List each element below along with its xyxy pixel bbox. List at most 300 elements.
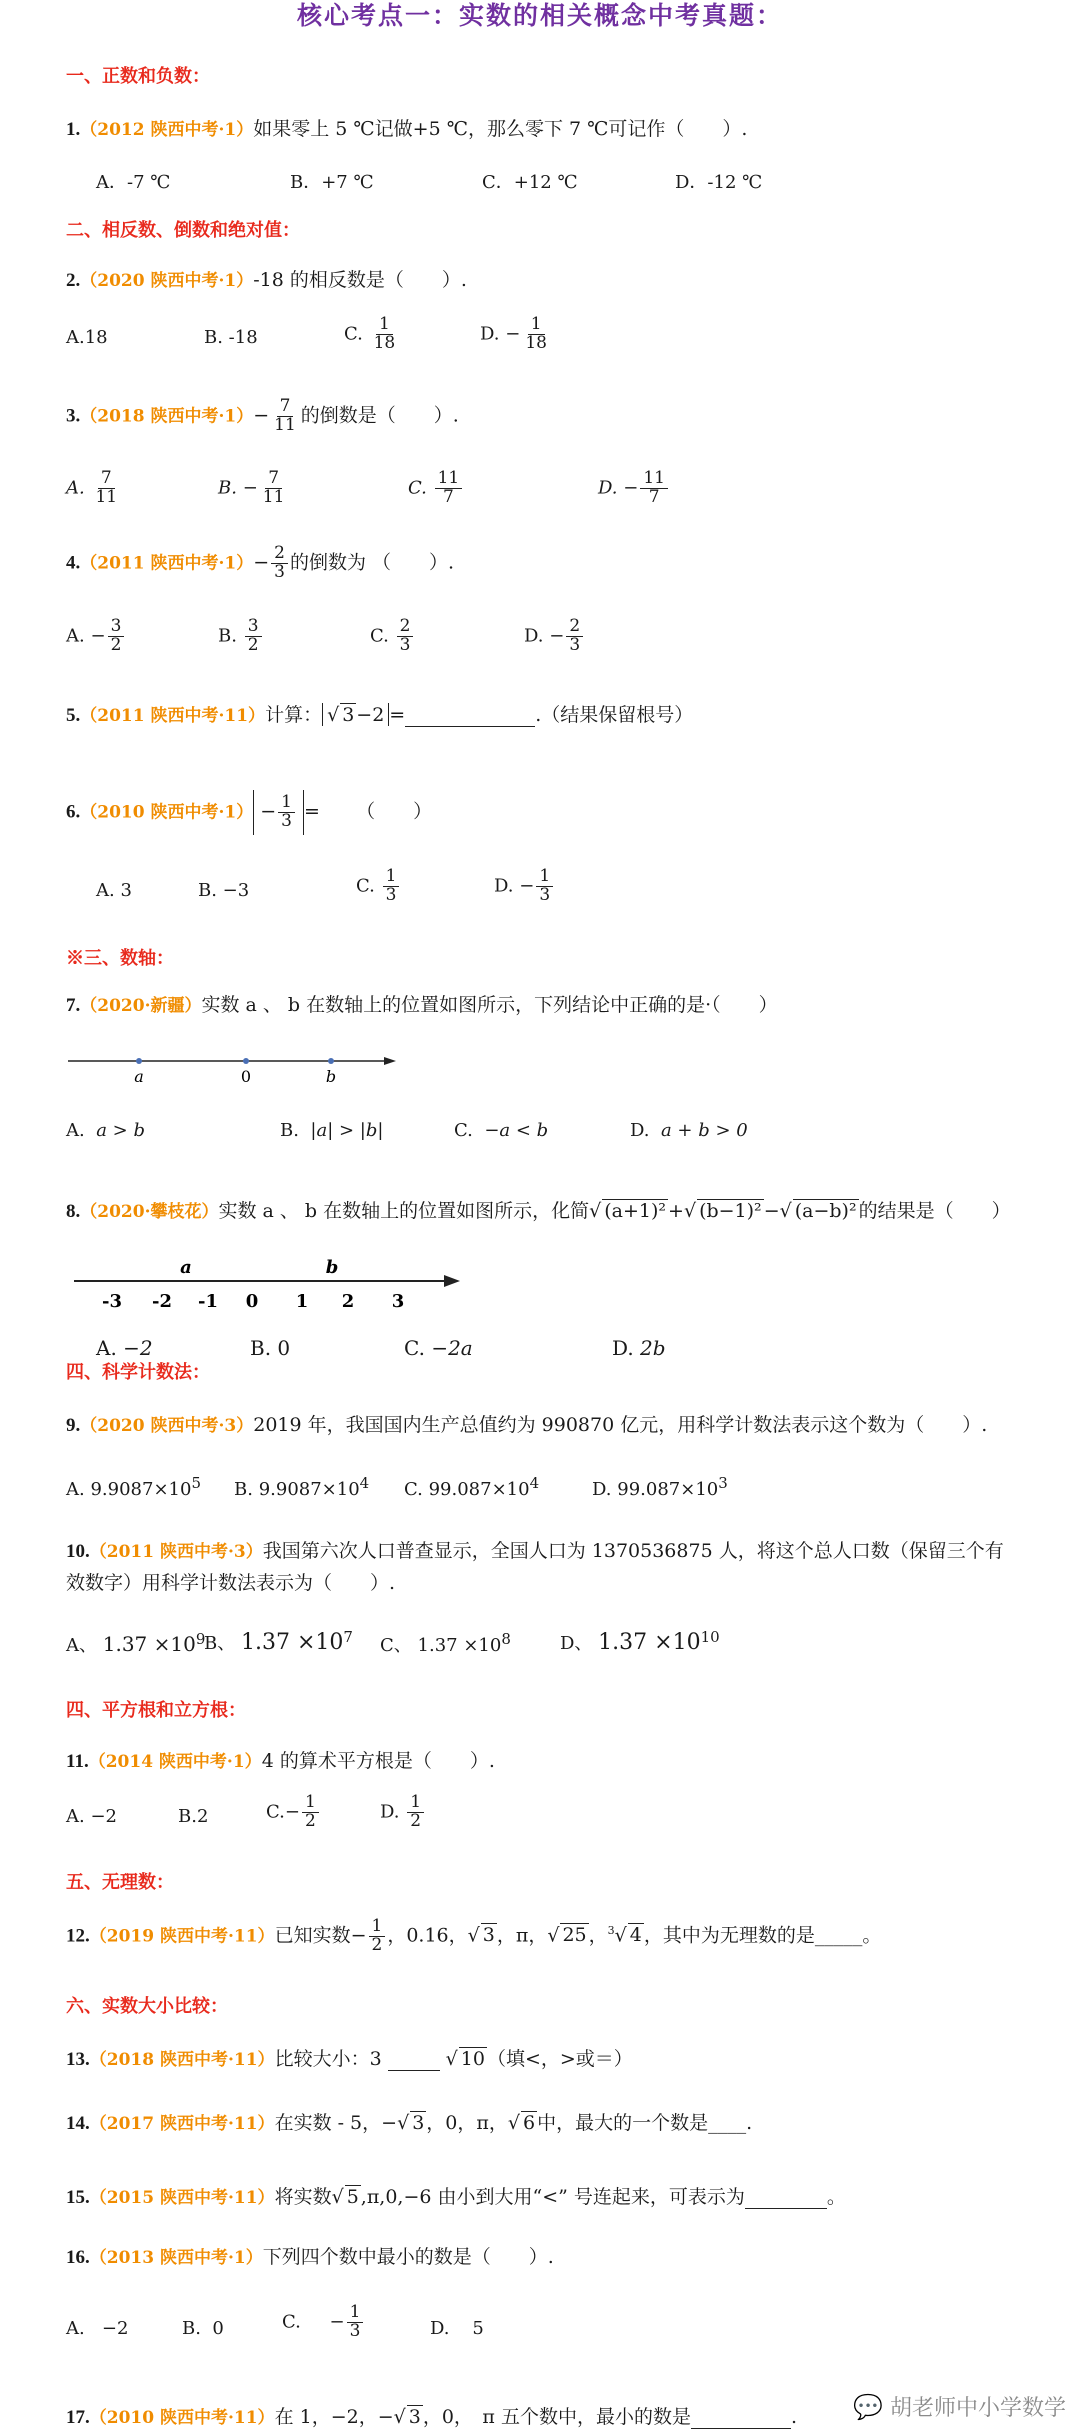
q-text: 的结果是（ ） bbox=[858, 1200, 1011, 1222]
q1-option-b: B．+7 ℃ bbox=[290, 172, 374, 193]
q-text: 2019 年，我国国内生产总值约为 990870 亿元，用科学计数法表示这个数为（ ）. bbox=[253, 1414, 988, 1436]
section-heading-6: 五、无理数： bbox=[66, 1872, 174, 1893]
q2-option-b: B. -18 bbox=[204, 327, 258, 348]
point-b bbox=[328, 1058, 334, 1064]
q6-option-b: B. −3 bbox=[198, 880, 250, 901]
denominator: 7 bbox=[443, 486, 454, 507]
opt-label: B. bbox=[182, 2318, 201, 2339]
q-source: （2013 陕西中考·1） bbox=[89, 2248, 263, 2268]
equals: = bbox=[389, 704, 406, 726]
question-2 bbox=[66, 265, 467, 292]
q-number: 13. bbox=[66, 2049, 90, 2070]
denominator: 3 bbox=[385, 884, 397, 905]
opt-text: −2 bbox=[123, 1336, 153, 1360]
q-text: ，其中为无理数的是_____。 bbox=[643, 1924, 882, 1947]
radicand: 3 bbox=[482, 1924, 495, 1947]
numerator: 2 bbox=[397, 618, 414, 637]
q-source: （2020·攀枝花） bbox=[80, 1202, 219, 1222]
absolute-value: √ 3 −2 bbox=[322, 703, 389, 726]
q-text: 比较大小：3 bbox=[274, 2048, 382, 2070]
opt-label: A. bbox=[66, 625, 85, 647]
numerator: 1 bbox=[302, 1794, 319, 1813]
question-10-line2: 效数字）用科学计数法表示为（ ）. bbox=[66, 1572, 396, 1594]
opt-label: D. bbox=[480, 323, 500, 345]
fraction bbox=[640, 470, 668, 507]
q1-option-c: C．+12 ℃ bbox=[482, 172, 578, 193]
fraction bbox=[278, 794, 295, 831]
q3-option-d bbox=[598, 470, 670, 507]
denominator: 11 bbox=[95, 486, 118, 507]
q-number: 5. bbox=[66, 705, 81, 726]
q7-option-c bbox=[454, 1120, 548, 1141]
denominator: 3 bbox=[281, 810, 292, 831]
fraction bbox=[397, 618, 414, 655]
numerator: 1 bbox=[528, 316, 545, 335]
number-line-q8 bbox=[70, 1254, 470, 1312]
q-source: （2010 陕西中考·11） bbox=[89, 2408, 275, 2428]
q-text: 的倒数为 （ ）. bbox=[289, 551, 455, 574]
answer-blank[interactable] bbox=[691, 2428, 791, 2429]
numerator: 1 bbox=[407, 1794, 424, 1813]
label-a: a bbox=[134, 1067, 144, 1086]
q-number: 6. bbox=[66, 801, 81, 823]
q-text: 在 1，−2，− bbox=[274, 2406, 394, 2428]
question-4 bbox=[66, 545, 454, 582]
opt-text: 1.37 ×10 bbox=[417, 1635, 502, 1656]
q-source: （2018 陕西中考·1） bbox=[80, 406, 254, 427]
numerator: 1 bbox=[369, 1918, 386, 1937]
numerator: 1 bbox=[347, 2304, 364, 2323]
page-title: 核心考点一：实数的相关概念中考真题： bbox=[296, 1, 783, 30]
q4-option-c bbox=[370, 618, 415, 655]
denominator: 11 bbox=[274, 414, 296, 435]
opt-label: A、 bbox=[66, 1635, 97, 1656]
q9-option-a bbox=[66, 1474, 201, 1500]
radicand: (b−1)² bbox=[699, 1200, 762, 1222]
q-number: 17. bbox=[66, 2407, 90, 2428]
numerator: 1 bbox=[376, 316, 393, 335]
question-10 bbox=[66, 1536, 1004, 1563]
exponent: 3 bbox=[718, 1474, 728, 1492]
opt-label: D. bbox=[630, 1120, 650, 1141]
q-number: 15. bbox=[66, 2187, 90, 2208]
radicand: (a−b)² bbox=[794, 1200, 857, 1222]
opt-label: D. bbox=[380, 1801, 400, 1823]
q8-option-c bbox=[404, 1336, 473, 1360]
q11-option-a: A. −2 bbox=[66, 1806, 117, 1827]
opt-text: 99.087×10 bbox=[428, 1479, 530, 1500]
fraction bbox=[369, 1918, 386, 1955]
tick-label: -1 bbox=[198, 1291, 218, 1312]
tick-label: 2 bbox=[341, 1291, 355, 1312]
q-number: 8. bbox=[66, 1201, 81, 1222]
opt-text: 0 bbox=[277, 1336, 291, 1360]
radicand: 5 bbox=[346, 2186, 359, 2208]
opt-label: B. bbox=[234, 1479, 253, 1500]
q2-option-a: A.18 bbox=[66, 327, 108, 348]
q11-option-d bbox=[380, 1794, 426, 1831]
radicand: 3 bbox=[412, 2112, 425, 2134]
q-source: （2018 陕西中考·11） bbox=[89, 2050, 275, 2070]
q-number: 16. bbox=[66, 2247, 90, 2268]
opt-text: −2 bbox=[101, 2318, 129, 2339]
fraction bbox=[371, 316, 399, 353]
opt-text: 1.37 ×10 bbox=[598, 1630, 701, 1655]
numerator: 7 bbox=[98, 470, 115, 489]
q-text: -18 的相反数是（ ）. bbox=[253, 269, 467, 291]
q8-option-d bbox=[612, 1336, 666, 1360]
label-zero: 0 bbox=[240, 1067, 252, 1086]
fraction bbox=[302, 1794, 319, 1831]
section-heading-7: 六、实数大小比较： bbox=[66, 1996, 228, 2017]
q-number: 12. bbox=[66, 1925, 90, 1947]
q6-option-a: A. 3 bbox=[96, 880, 132, 901]
minus-sign: − bbox=[253, 404, 270, 427]
q-text: .（结果保留根号） bbox=[535, 704, 694, 726]
opt-label: A. bbox=[66, 1479, 85, 1500]
numerator: 1 bbox=[536, 868, 553, 887]
q-text: 计算： bbox=[265, 704, 323, 726]
opt-text: a + b > 0 bbox=[660, 1120, 748, 1141]
tick-label: -2 bbox=[152, 1291, 172, 1312]
section-heading-3: ※三、数轴： bbox=[66, 948, 174, 969]
opt-label: B. bbox=[218, 625, 237, 647]
q-text: 已知实数 bbox=[274, 1924, 351, 1947]
watermark bbox=[853, 2391, 1066, 2422]
opt-label: D. bbox=[430, 2318, 450, 2339]
point-zero bbox=[243, 1058, 249, 1064]
opt-label: A. bbox=[66, 1120, 85, 1141]
q-source: （2017 陕西中考·11） bbox=[89, 2114, 275, 2134]
opt-label: C. bbox=[408, 477, 427, 499]
section-heading-2: 二、相反数、倒数和绝对值： bbox=[66, 220, 300, 241]
fraction bbox=[108, 618, 125, 655]
q10-option-d bbox=[560, 1628, 720, 1655]
q-text: （填<，>或＝） bbox=[486, 2048, 633, 2070]
opt-text: 1.37 ×10 bbox=[102, 1632, 196, 1656]
q-text: ，0， π 五个数中，最小的数是 bbox=[422, 2406, 691, 2428]
opt-label: C. bbox=[404, 1479, 423, 1500]
watermark-text: 胡老师中小学数学 bbox=[889, 2396, 1066, 2421]
q11-option-b: B.2 bbox=[178, 1806, 209, 1827]
q-text: 4 的算术平方根是（ ）. bbox=[261, 1750, 495, 1772]
q1-option-a: A．-7 ℃ bbox=[96, 172, 171, 193]
answer-blank[interactable] bbox=[405, 726, 535, 727]
opt-text: −2a bbox=[431, 1336, 473, 1360]
plus-sign: + bbox=[668, 1200, 684, 1222]
q-text: ， bbox=[588, 1924, 608, 1947]
q-source: （2020 陕西中考·1） bbox=[80, 271, 254, 291]
q-source: （2015 陕西中考·11） bbox=[89, 2188, 275, 2208]
question-16 bbox=[66, 2242, 554, 2269]
opt-label: C. bbox=[356, 875, 375, 897]
q7-option-d bbox=[630, 1120, 748, 1141]
denominator: 11 bbox=[262, 486, 285, 507]
q10-option-a bbox=[66, 1630, 205, 1657]
numerator: 7 bbox=[265, 470, 282, 489]
question-8: 8.（2020·攀枝花）实数 a 、 b 在数轴上的位置如图所示，化简√ (a+1)² +√ (b−1)² −√ (a−b)² 的结果是（ ） bbox=[66, 1200, 1011, 1222]
opt-label: C. bbox=[266, 1801, 285, 1823]
radicand: 25 bbox=[562, 1924, 587, 1947]
q-text: 在实数 - 5，− bbox=[274, 2112, 398, 2134]
opt-text: 99.087×10 bbox=[617, 1479, 719, 1500]
opt-text: 9.9087×10 bbox=[258, 1479, 360, 1500]
minus-sign: − bbox=[260, 800, 277, 823]
q4-option-b bbox=[218, 618, 264, 655]
q-number: 3. bbox=[66, 405, 81, 427]
exponent: 7 bbox=[343, 1628, 353, 1646]
tick-label: 1 bbox=[295, 1291, 309, 1312]
opt-text: a > b bbox=[96, 1120, 145, 1141]
q8-option-a bbox=[96, 1336, 153, 1360]
opt-label: A. bbox=[96, 1336, 117, 1360]
section-heading-1: 一、正数和负数： bbox=[66, 66, 210, 87]
opt-text: −a < b bbox=[484, 1120, 549, 1141]
radicand: 10 bbox=[460, 2048, 485, 2070]
q-source: （2011 陕西中考·1） bbox=[80, 553, 254, 574]
q-text: 中，最大的一个数是____. bbox=[537, 2112, 753, 2134]
q-text: 实数 a 、 b 在数轴上的位置如图所示，下列结论中正确的是·（ ） bbox=[201, 994, 778, 1016]
question-3 bbox=[66, 398, 459, 435]
opt-label: A. bbox=[66, 477, 85, 499]
minus-sign: − bbox=[763, 1200, 780, 1222]
q6-option-d bbox=[494, 868, 555, 905]
exponent: 8 bbox=[501, 1630, 511, 1648]
q3-option-b bbox=[218, 470, 289, 507]
q3-option-a bbox=[66, 470, 122, 507]
radicand: 4 bbox=[629, 1924, 642, 1947]
section-heading-5: 四、平方根和立方根： bbox=[66, 1700, 246, 1721]
opt-label: D. bbox=[598, 477, 618, 499]
numerator: 3 bbox=[245, 618, 262, 637]
denominator: 2 bbox=[410, 1810, 422, 1831]
denominator: 7 bbox=[648, 486, 660, 507]
q-text: 如果零上 5 ℃记做+5 ℃，那么零下 7 ℃可记作（ ）. bbox=[253, 118, 748, 140]
minus-sign: − bbox=[242, 477, 258, 499]
fraction bbox=[435, 470, 463, 507]
q2-option-d bbox=[480, 316, 552, 353]
radicand: 3 bbox=[342, 704, 355, 726]
numerator: 7 bbox=[277, 398, 294, 417]
q-text: ,π,0,−6 由小到大用“<” 号连起来，可表示为 bbox=[360, 2186, 745, 2208]
q10-option-b bbox=[204, 1628, 353, 1655]
question-13: 13.（2018 陕西中考·11）比较大小：3 √ 10 （填<，>或＝） bbox=[66, 2048, 633, 2070]
fraction bbox=[522, 316, 550, 353]
equals: = bbox=[303, 800, 320, 823]
denominator: 3 bbox=[349, 2320, 361, 2341]
fraction bbox=[383, 868, 400, 905]
q-text: 我国第六次人口普查显示，全国人口为 1370536875 人，将这个总人口数（保留三个有 bbox=[262, 1540, 1004, 1562]
q-number: 7. bbox=[66, 995, 81, 1016]
opt-label: D. bbox=[524, 625, 544, 647]
q-number: 4. bbox=[66, 552, 81, 574]
question-6 bbox=[66, 790, 432, 835]
denominator: 2 bbox=[110, 634, 122, 655]
opt-text: 2b bbox=[640, 1336, 666, 1360]
minus-sign: − bbox=[519, 875, 535, 897]
question-1 bbox=[66, 114, 747, 141]
minus-sign: − bbox=[505, 323, 521, 345]
q16-option-d bbox=[430, 2318, 484, 2339]
opt-text: 5 bbox=[472, 2318, 484, 2339]
q-source: （2012 陕西中考·1） bbox=[80, 120, 254, 140]
numerator: 11 bbox=[435, 470, 463, 489]
q-text: 实数 a 、 b 在数轴上的位置如图所示，化简 bbox=[218, 1200, 590, 1222]
opt-text: 9.9087×10 bbox=[90, 1479, 192, 1500]
exponent: 4 bbox=[359, 1474, 370, 1492]
denominator: 18 bbox=[373, 332, 396, 353]
fraction bbox=[92, 470, 120, 507]
tick-label: 3 bbox=[391, 1291, 405, 1312]
q-number: 9. bbox=[66, 1415, 81, 1436]
q-text: 将实数 bbox=[274, 2186, 332, 2208]
q9-option-b bbox=[234, 1474, 369, 1500]
chat-bubble-icon: 💬 bbox=[853, 2393, 883, 2421]
q-text: 。 bbox=[826, 2186, 846, 2208]
root-index: 3 bbox=[607, 1924, 615, 1938]
answer-blank[interactable] bbox=[388, 2070, 440, 2071]
q-source: （2019 陕西中考·11） bbox=[89, 1926, 275, 1947]
denominator: 2 bbox=[304, 1810, 316, 1831]
q4-option-a bbox=[66, 618, 126, 655]
denominator: 18 bbox=[525, 332, 547, 353]
denominator: 3 bbox=[569, 634, 581, 655]
q11-option-c bbox=[266, 1794, 321, 1831]
absolute-value bbox=[253, 790, 304, 835]
point-a bbox=[136, 1058, 142, 1064]
answer-paren: （ ） bbox=[356, 800, 433, 823]
opt-label: A. bbox=[66, 2318, 85, 2339]
tick-label: -3 bbox=[102, 1291, 122, 1312]
minus-sign: − bbox=[253, 551, 270, 574]
numerator: 3 bbox=[108, 618, 125, 637]
numerator: 11 bbox=[640, 470, 668, 489]
q-text: 下列四个数中最小的数是（ ）. bbox=[262, 2246, 554, 2268]
q3-option-c bbox=[408, 470, 464, 507]
opt-label: B. bbox=[280, 1120, 299, 1141]
minus-sign: − bbox=[329, 2311, 345, 2333]
opt-text: 1.37 ×10 bbox=[240, 1630, 344, 1655]
q2-option-c bbox=[344, 316, 400, 353]
numerator: 1 bbox=[278, 794, 295, 813]
q-number: 1. bbox=[66, 119, 81, 140]
q-source: （2011 陕西中考·11） bbox=[80, 706, 266, 726]
numerator: 1 bbox=[383, 868, 400, 887]
section-heading-4: 四、科学计数法： bbox=[66, 1362, 210, 1383]
radicand: (a+1)² bbox=[604, 1200, 667, 1222]
opt-label: B、 bbox=[204, 1633, 236, 1654]
opt-label: D. bbox=[592, 1479, 612, 1500]
question-14: 14.（2017 陕西中考·11）在实数 - 5，−√ 3 ，0，π，√ 6 中，最大的一个数是____. bbox=[66, 2112, 753, 2134]
q8-option-b bbox=[250, 1336, 290, 1360]
q-number: 2. bbox=[66, 270, 81, 291]
fraction bbox=[271, 398, 299, 435]
minus-sign: − bbox=[284, 1801, 300, 1823]
q16-option-a bbox=[66, 2318, 128, 2339]
q-source: （2020 陕西中考·3） bbox=[80, 1416, 254, 1436]
opt-label: C. bbox=[344, 323, 363, 345]
question-15: 15.（2015 陕西中考·11）将实数√ 5 ,π,0,−6 由小到大用“<” 号连起来，可表示为 。 bbox=[66, 2186, 846, 2208]
opt-label: B. bbox=[250, 1336, 272, 1360]
radicand: 3 bbox=[408, 2406, 421, 2428]
question-5 bbox=[66, 700, 693, 727]
numerator: 2 bbox=[271, 545, 288, 564]
q16-option-c bbox=[282, 2304, 365, 2341]
numerator: 2 bbox=[566, 618, 583, 637]
q7-option-b bbox=[280, 1120, 383, 1141]
q-text: ，0.16， bbox=[387, 1924, 468, 1947]
q-source: （2014 陕西中考·1） bbox=[88, 1752, 262, 1772]
opt-label: D. bbox=[494, 875, 514, 897]
question-17: 17.（2010 陕西中考·11）在 1，−2，−√ 3 ，0， π 五个数中，最小的数是 . bbox=[66, 2406, 797, 2428]
q-number: 11. bbox=[66, 1751, 89, 1772]
opt-label: B. bbox=[218, 477, 237, 499]
fraction bbox=[260, 470, 288, 507]
fraction bbox=[245, 618, 262, 655]
question-11 bbox=[66, 1746, 495, 1773]
q7-option-a bbox=[66, 1120, 145, 1141]
exponent: 5 bbox=[191, 1474, 201, 1492]
denominator: 2 bbox=[371, 1934, 383, 1955]
q-number: 10. bbox=[66, 1541, 90, 1562]
label-a: a bbox=[180, 1257, 192, 1278]
fraction bbox=[347, 2304, 364, 2341]
minus-sign: − bbox=[549, 625, 565, 647]
q1-option-d: D．-12 ℃ bbox=[675, 172, 763, 193]
opt-text: 0 bbox=[212, 2318, 224, 2339]
opt-text: |a| > |b| bbox=[310, 1120, 384, 1141]
question-12: 12.（2019 陕西中考·11）已知实数− $\frac{1}{2}$ ，0.16，√ 3 ，π，√ 25 ，$^3$√ 4 ，其中为无理数的是_____。 bbox=[66, 1916, 882, 1955]
expr-tail: −2 bbox=[356, 704, 385, 726]
label-b: b bbox=[325, 1067, 337, 1086]
question-7 bbox=[66, 990, 778, 1017]
q-source: （2011 陕西中考·3） bbox=[89, 1542, 263, 1562]
number-line-q7 bbox=[66, 1046, 406, 1088]
q-text: ，π， bbox=[496, 1924, 548, 1947]
q6-option-c bbox=[356, 868, 401, 905]
denominator: 3 bbox=[399, 634, 411, 655]
answer-blank[interactable] bbox=[745, 2208, 827, 2209]
q-text: 的倒数是（ ）. bbox=[300, 404, 459, 427]
question-9 bbox=[66, 1410, 987, 1437]
q-text: ，0，π， bbox=[426, 2112, 508, 2134]
opt-label: C. bbox=[370, 625, 389, 647]
tick-label: 0 bbox=[245, 1291, 259, 1312]
opt-label: C. bbox=[282, 2311, 301, 2333]
fraction bbox=[536, 868, 553, 905]
radicand: 6 bbox=[522, 2112, 536, 2134]
q-source: （2010 陕西中考·1） bbox=[80, 802, 254, 823]
q-number: 14. bbox=[66, 2113, 90, 2134]
exponent: 10 bbox=[700, 1628, 720, 1646]
opt-label: C. bbox=[454, 1120, 473, 1141]
q-source: （2020·新疆） bbox=[80, 996, 202, 1016]
denominator: 2 bbox=[247, 634, 259, 655]
opt-label: D、 bbox=[560, 1633, 593, 1654]
q10-option-c bbox=[380, 1630, 511, 1657]
q9-option-c bbox=[404, 1474, 539, 1500]
q16-option-b bbox=[182, 2318, 224, 2339]
denominator: 3 bbox=[274, 561, 285, 582]
fraction bbox=[271, 545, 288, 582]
exponent: 9 bbox=[195, 1630, 206, 1648]
minus-sign: − bbox=[90, 625, 106, 647]
minus-sign: − bbox=[350, 1924, 367, 1947]
denominator: 3 bbox=[539, 884, 551, 905]
minus-sign: − bbox=[623, 477, 639, 499]
opt-label: C. bbox=[404, 1336, 425, 1360]
label-b: b bbox=[325, 1257, 339, 1278]
